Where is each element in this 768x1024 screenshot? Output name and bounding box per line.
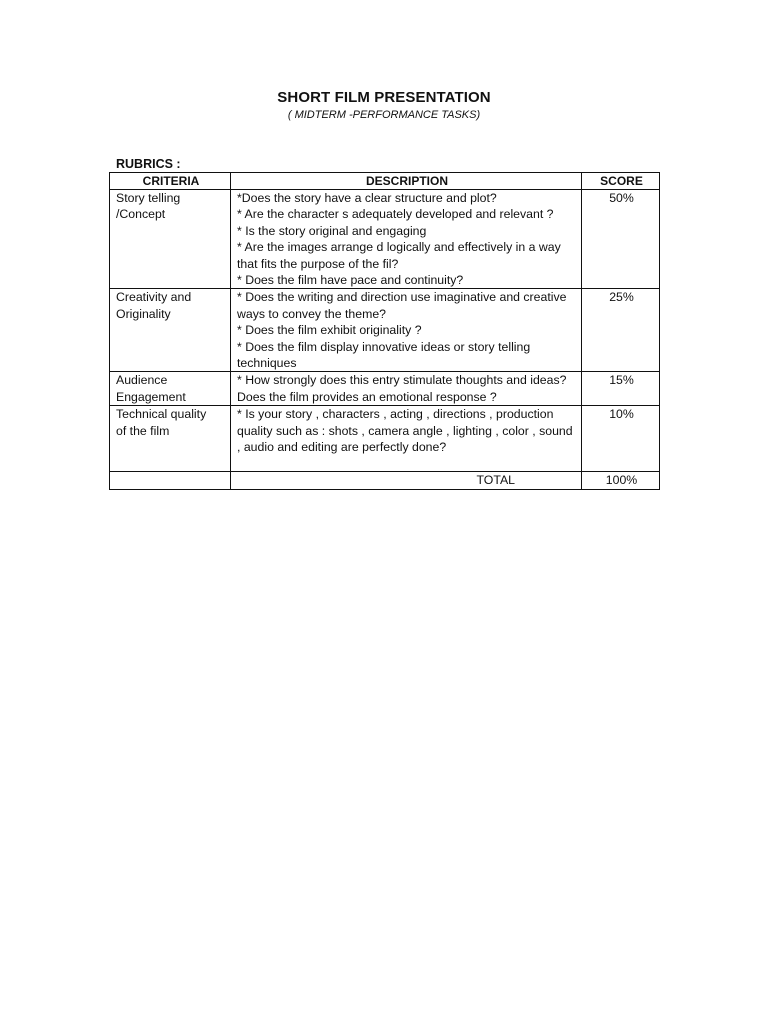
description-line: * Does the writing and direction use imaginative and creative ways to convey the theme? bbox=[237, 290, 567, 321]
table-header-row bbox=[110, 173, 660, 190]
description-cell bbox=[231, 190, 582, 289]
rubrics-label: RUBRICS : bbox=[116, 157, 181, 171]
total-label: TOTAL bbox=[231, 472, 582, 489]
criteria-line: Creativity and bbox=[116, 290, 192, 305]
description-cell bbox=[231, 372, 582, 406]
description-cell bbox=[231, 289, 582, 372]
criteria-line: /Concept bbox=[116, 207, 166, 222]
description-line: * Does the film have pace and continuity? bbox=[237, 273, 464, 288]
rubric-table bbox=[109, 172, 660, 490]
description-line: * Does the film display innovative ideas or story telling techniques bbox=[237, 339, 531, 371]
description-header: DESCRIPTION bbox=[231, 173, 582, 190]
total-row bbox=[110, 472, 660, 489]
criteria-line: Originality bbox=[116, 306, 171, 321]
score-cell: 15% bbox=[582, 372, 660, 406]
table-row bbox=[110, 289, 660, 372]
score-cell: 25% bbox=[582, 289, 660, 372]
criteria-cell bbox=[110, 406, 231, 472]
table-row bbox=[110, 406, 660, 472]
page-subtitle: ( MIDTERM -PERFORMANCE TASKS) bbox=[287, 109, 481, 121]
description-line: * Is the story original and engaging bbox=[237, 223, 427, 238]
description-line: * Are the images arrange d logically and effectively in a way that fits the purpose of the fil? bbox=[237, 240, 561, 271]
description-cell bbox=[231, 406, 582, 472]
table-row bbox=[110, 372, 660, 406]
description-line: * How strongly does this entry stimulate thoughts and ideas? bbox=[237, 373, 567, 388]
criteria-cell bbox=[110, 372, 231, 406]
criteria-line: Story telling bbox=[116, 191, 181, 205]
criteria-header: CRITERIA bbox=[110, 173, 231, 190]
criteria-line: of the film bbox=[116, 423, 170, 438]
page-title: SHORT FILM PRESENTATION bbox=[277, 89, 491, 106]
table-row bbox=[110, 190, 660, 289]
criteria-cell bbox=[110, 190, 231, 289]
criteria-line: Audience bbox=[116, 373, 168, 388]
total-empty-cell bbox=[110, 472, 231, 489]
score-cell: 50% bbox=[582, 190, 660, 289]
criteria-line: Technical quality bbox=[116, 407, 207, 422]
criteria-cell bbox=[110, 289, 231, 372]
description-line: * Does the film exhibit originality ? bbox=[237, 323, 422, 338]
description-line: Does the film provides an emotional response ? bbox=[237, 389, 497, 404]
description-line: * Are the character s adequately developed and relevant ? bbox=[237, 207, 554, 222]
score-cell: 10% bbox=[582, 406, 660, 472]
description-line: * Is your story , characters , acting , directions , production quality such as : shots , camera angle , lighting , color , sound , audio and editing are perfectly done? bbox=[237, 407, 573, 455]
total-score: 100% bbox=[582, 472, 660, 489]
description-line: *Does the story have a clear structure and plot? bbox=[237, 191, 497, 205]
score-header: SCORE bbox=[582, 173, 660, 190]
criteria-line: Engagement bbox=[116, 389, 186, 404]
